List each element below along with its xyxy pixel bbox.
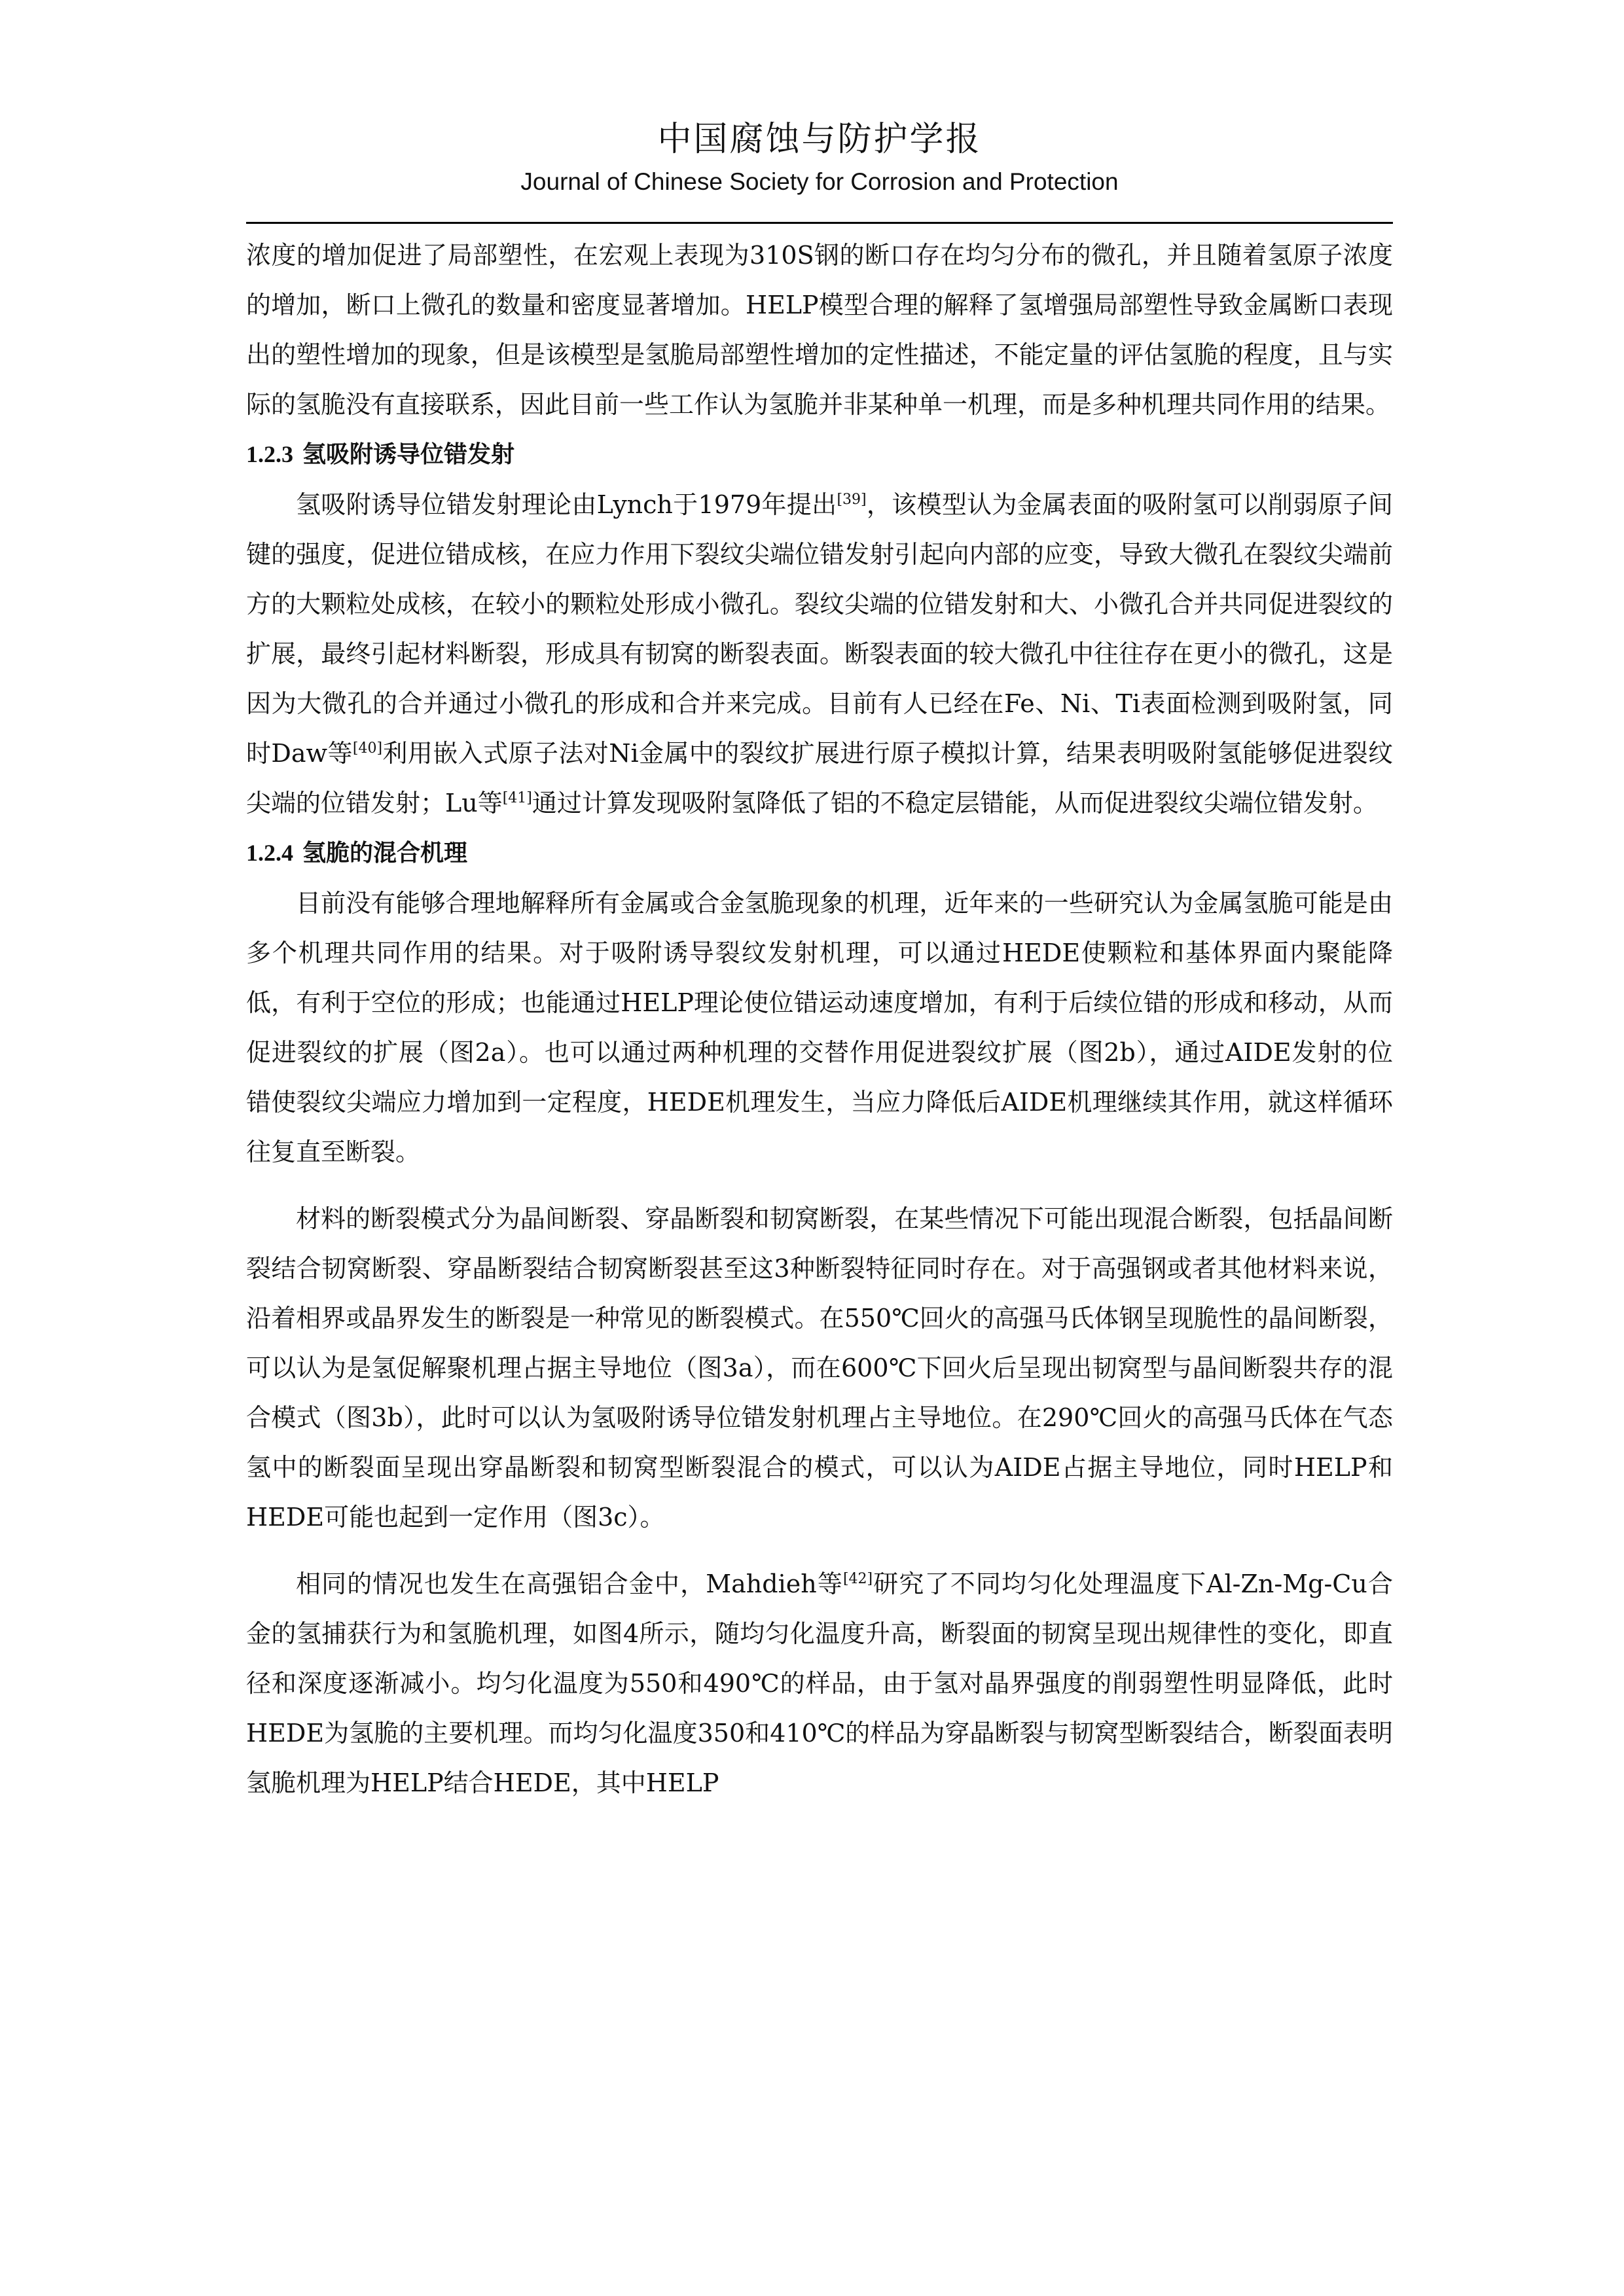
article-body: [246, 230, 1393, 1808]
section-heading-1-2-3: [246, 429, 1393, 480]
journal-title-cn: 中国腐蚀与防护学报: [657, 120, 982, 159]
paragraph-text: 相同的情况也发生在高强铝合金中，Mahdieh等: [296, 1570, 843, 1598]
paragraph-mixed-mechanism: 目前没有能够合理地解释所有金属或合金氢脆现象的机理，近年来的一些研究认为金属氢脆可能是由多个机理共同作用的结果。对于吸附诱导裂纹发射机理，可以通过HEDE使颗粒和基体界面内聚能降低，有利于空位的形成；也能通过HELP理论使位错运动速度增加，有利于后续位错的形成和移动，从而促进裂纹的扩展（图2a）。也可以通过两种机理的交替作用促进裂纹扩展（图2b），通过AIDE发射的位错使裂纹尖端应力增加到一定程度，HEDE机理发生，当应力降低后AIDE机理继续其作用，就这样循环往复直至断裂。: [246, 889, 1393, 1166]
paragraph-aluminum-alloy: [246, 1559, 1393, 1808]
citation-41[interactable]: [41]: [502, 790, 532, 806]
section-number: 1.2.3: [246, 441, 293, 467]
section-title: 氢脆的混合机理: [302, 840, 468, 867]
paragraph-text: 通过计算发现吸附氢降低了铝的不稳定层错能，从而促进裂纹尖端位错发射。: [532, 789, 1378, 817]
paragraph-text: 氢吸附诱导位错发射理论由Lynch于1979年提出: [296, 490, 837, 519]
section-heading-1-2-4: [246, 828, 1393, 878]
page-header: [246, 117, 1393, 200]
paragraph-text: 利用嵌入式原子法对Ni金属中的裂纹扩展进行原子模拟计算，结果表明吸附氢能够促进裂纹尖端的位错发射；Lu等: [246, 739, 1393, 817]
citation-39[interactable]: [39]: [837, 492, 867, 508]
section-title: 氢吸附诱导位错发射: [302, 441, 515, 468]
paragraph-text: 研究了不同均匀化处理温度下Al-Zn-Mg-Cu合金的氢捕获行为和氢脆机理，如图4所示，随均匀化温度升高，断裂面的韧窝呈现出规律性的变化，即直径和深度逐渐减小。均匀化温度为550和490℃的样品，由于氢对晶界强度的削弱塑性明显降低，此时HEDE为氢脆的主要机理。而均匀化温度350和410℃的样品为穿晶断裂与韧窝型断裂结合，断裂面表明氢脆机理为HELP结合HEDE，其中HELP: [246, 1570, 1393, 1797]
paragraph-fracture-modes: 材料的断裂模式分为晶间断裂、穿晶断裂和韧窝断裂，在某些情况下可能出现混合断裂，包括晶间断裂结合韧窝断裂、穿晶断裂结合韧窝断裂甚至这3种断裂特征同时存在。对于高强钢或者其他材料来说，沿着相界或晶界发生的断裂是一种常见的断裂模式。在550℃回火的高强马氏体钢呈现脆性的晶间断裂，可以认为是氢促解聚机理占据主导地位（图3a），而在600℃下回火后呈现出韧窝型与晶间断裂共存的混合模式（图3b），此时可以认为氢吸附诱导位错发射机理占主导地位。在290℃回火的高强马氏体在气态氢中的断裂面呈现出穿晶断裂和韧窝型断裂混合的模式，可以认为AIDE占据主导地位，同时HELP和HEDE可能也起到一定作用（图3c）。: [246, 1204, 1393, 1532]
paragraph-text: ，该模型认为金属表面的吸附氢可以削弱原子间键的强度，促进位错成核，在应力作用下裂纹尖端位错发射引起向内部的应变，导致大微孔在裂纹尖端前方的大颗粒处成核，在较小的颗粒处形成小微孔。裂纹尖端的位错发射和大、小微孔合并共同促进裂纹的扩展，最终引起材料断裂，形成具有韧窝的断裂表面。断裂表面的较大微孔中往往存在更小的微孔，这是因为大微孔的合并通过小微孔的形成和合并来完成。目前有人已经在Fe、Ni、Ti表面检测到吸附氢，同时Daw等: [246, 490, 1393, 768]
journal-title-en: Journal of Chinese Society for Corrosion and Protection: [520, 168, 1119, 195]
citation-42[interactable]: [42]: [842, 1571, 873, 1587]
header-rule: [246, 222, 1393, 224]
citation-40[interactable]: [40]: [352, 740, 383, 757]
paragraph-aide: [246, 480, 1393, 828]
section-number: 1.2.4: [246, 840, 293, 866]
paragraph-continued: 浓度的增加促进了局部塑性，在宏观上表现为310S钢的断口存在均匀分布的微孔，并且随着氢原子浓度的增加，断口上微孔的数量和密度显著增加。HELP模型合理的解释了氢增强局部塑性导致金属断口表现出的塑性增加的现象，但是该模型是氢脆局部塑性增加的定性描述，不能定量的评估氢脆的程度，且与实际的氢脆没有直接联系，因此目前一些工作认为氢脆并非某种单一机理，而是多种机理共同作用的结果。: [246, 241, 1393, 419]
